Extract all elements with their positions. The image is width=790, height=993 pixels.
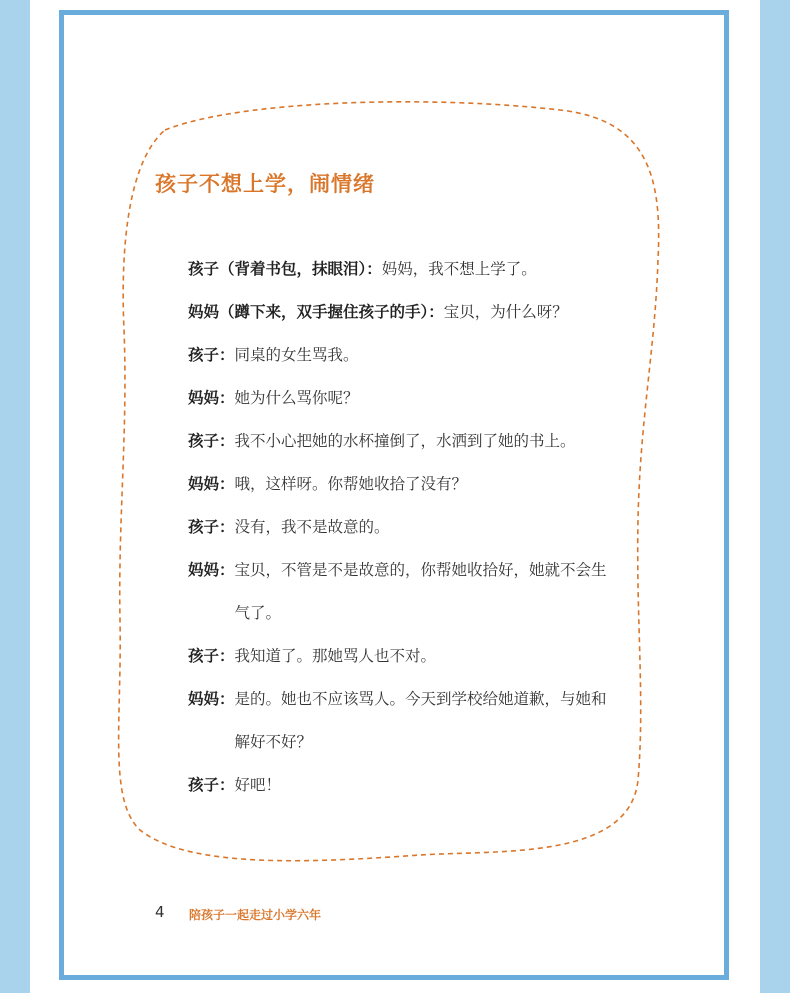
section-title: 孩子不想上学，闹情绪	[155, 172, 375, 196]
page-number: 4	[155, 903, 165, 921]
speaker-label: 孩子（背着书包，抹眼泪）：	[188, 260, 382, 278]
dialogue-line	[188, 463, 628, 506]
dialogue-line	[188, 764, 628, 807]
dialogue-line	[188, 377, 628, 420]
speaker-label: 妈妈：	[188, 561, 235, 579]
speech-text: 是的。她也不应该骂人。今天到学校给她道歉，与她和解好不好？	[234, 690, 607, 751]
speaker-label: 妈妈：	[188, 475, 235, 493]
speech-text: 她为什么骂你呢？	[234, 389, 359, 407]
speech-text: 宝贝，为什么呀？	[443, 303, 568, 321]
speaker-label: 孩子：	[188, 346, 235, 364]
dialogue-line	[188, 678, 628, 764]
speaker-label: 孩子：	[188, 432, 235, 450]
speaker-label: 孩子：	[188, 647, 235, 665]
speech-text: 我知道了。那她骂人也不对。	[234, 647, 437, 665]
dialogue-line	[188, 635, 628, 678]
dialogue-line	[188, 420, 628, 463]
dialogue-line	[188, 506, 628, 549]
speaker-label: 妈妈（蹲下来，双手握住孩子的手）：	[188, 303, 444, 321]
speech-text: 好吧！	[234, 776, 282, 794]
speaker-label: 孩子：	[188, 776, 235, 794]
speech-text: 我不小心把她的水杯撞倒了，水洒到了她的书上。	[234, 432, 576, 450]
dialogue-line	[188, 291, 628, 334]
speaker-label: 妈妈：	[188, 690, 235, 708]
speech-text: 没有，我不是故意的。	[234, 518, 390, 536]
speech-text: 妈妈，我不想上学了。	[381, 260, 537, 278]
dialogue-line	[188, 334, 628, 377]
speaker-label: 孩子：	[188, 518, 235, 536]
speech-text: 哦，这样呀。你帮她收拾了没有？	[234, 475, 468, 493]
speech-text: 同桌的女生骂我。	[234, 346, 359, 364]
dialogue	[188, 248, 628, 807]
dialogue-line	[188, 248, 628, 291]
speech-text: 宝贝，不管是不是故意的，你帮她收拾好，她就不会生气了。	[234, 561, 607, 622]
speaker-label: 妈妈：	[188, 389, 235, 407]
running-footer-title: 陪孩子一起走过小学六年	[189, 908, 322, 922]
dialogue-line	[188, 549, 628, 635]
